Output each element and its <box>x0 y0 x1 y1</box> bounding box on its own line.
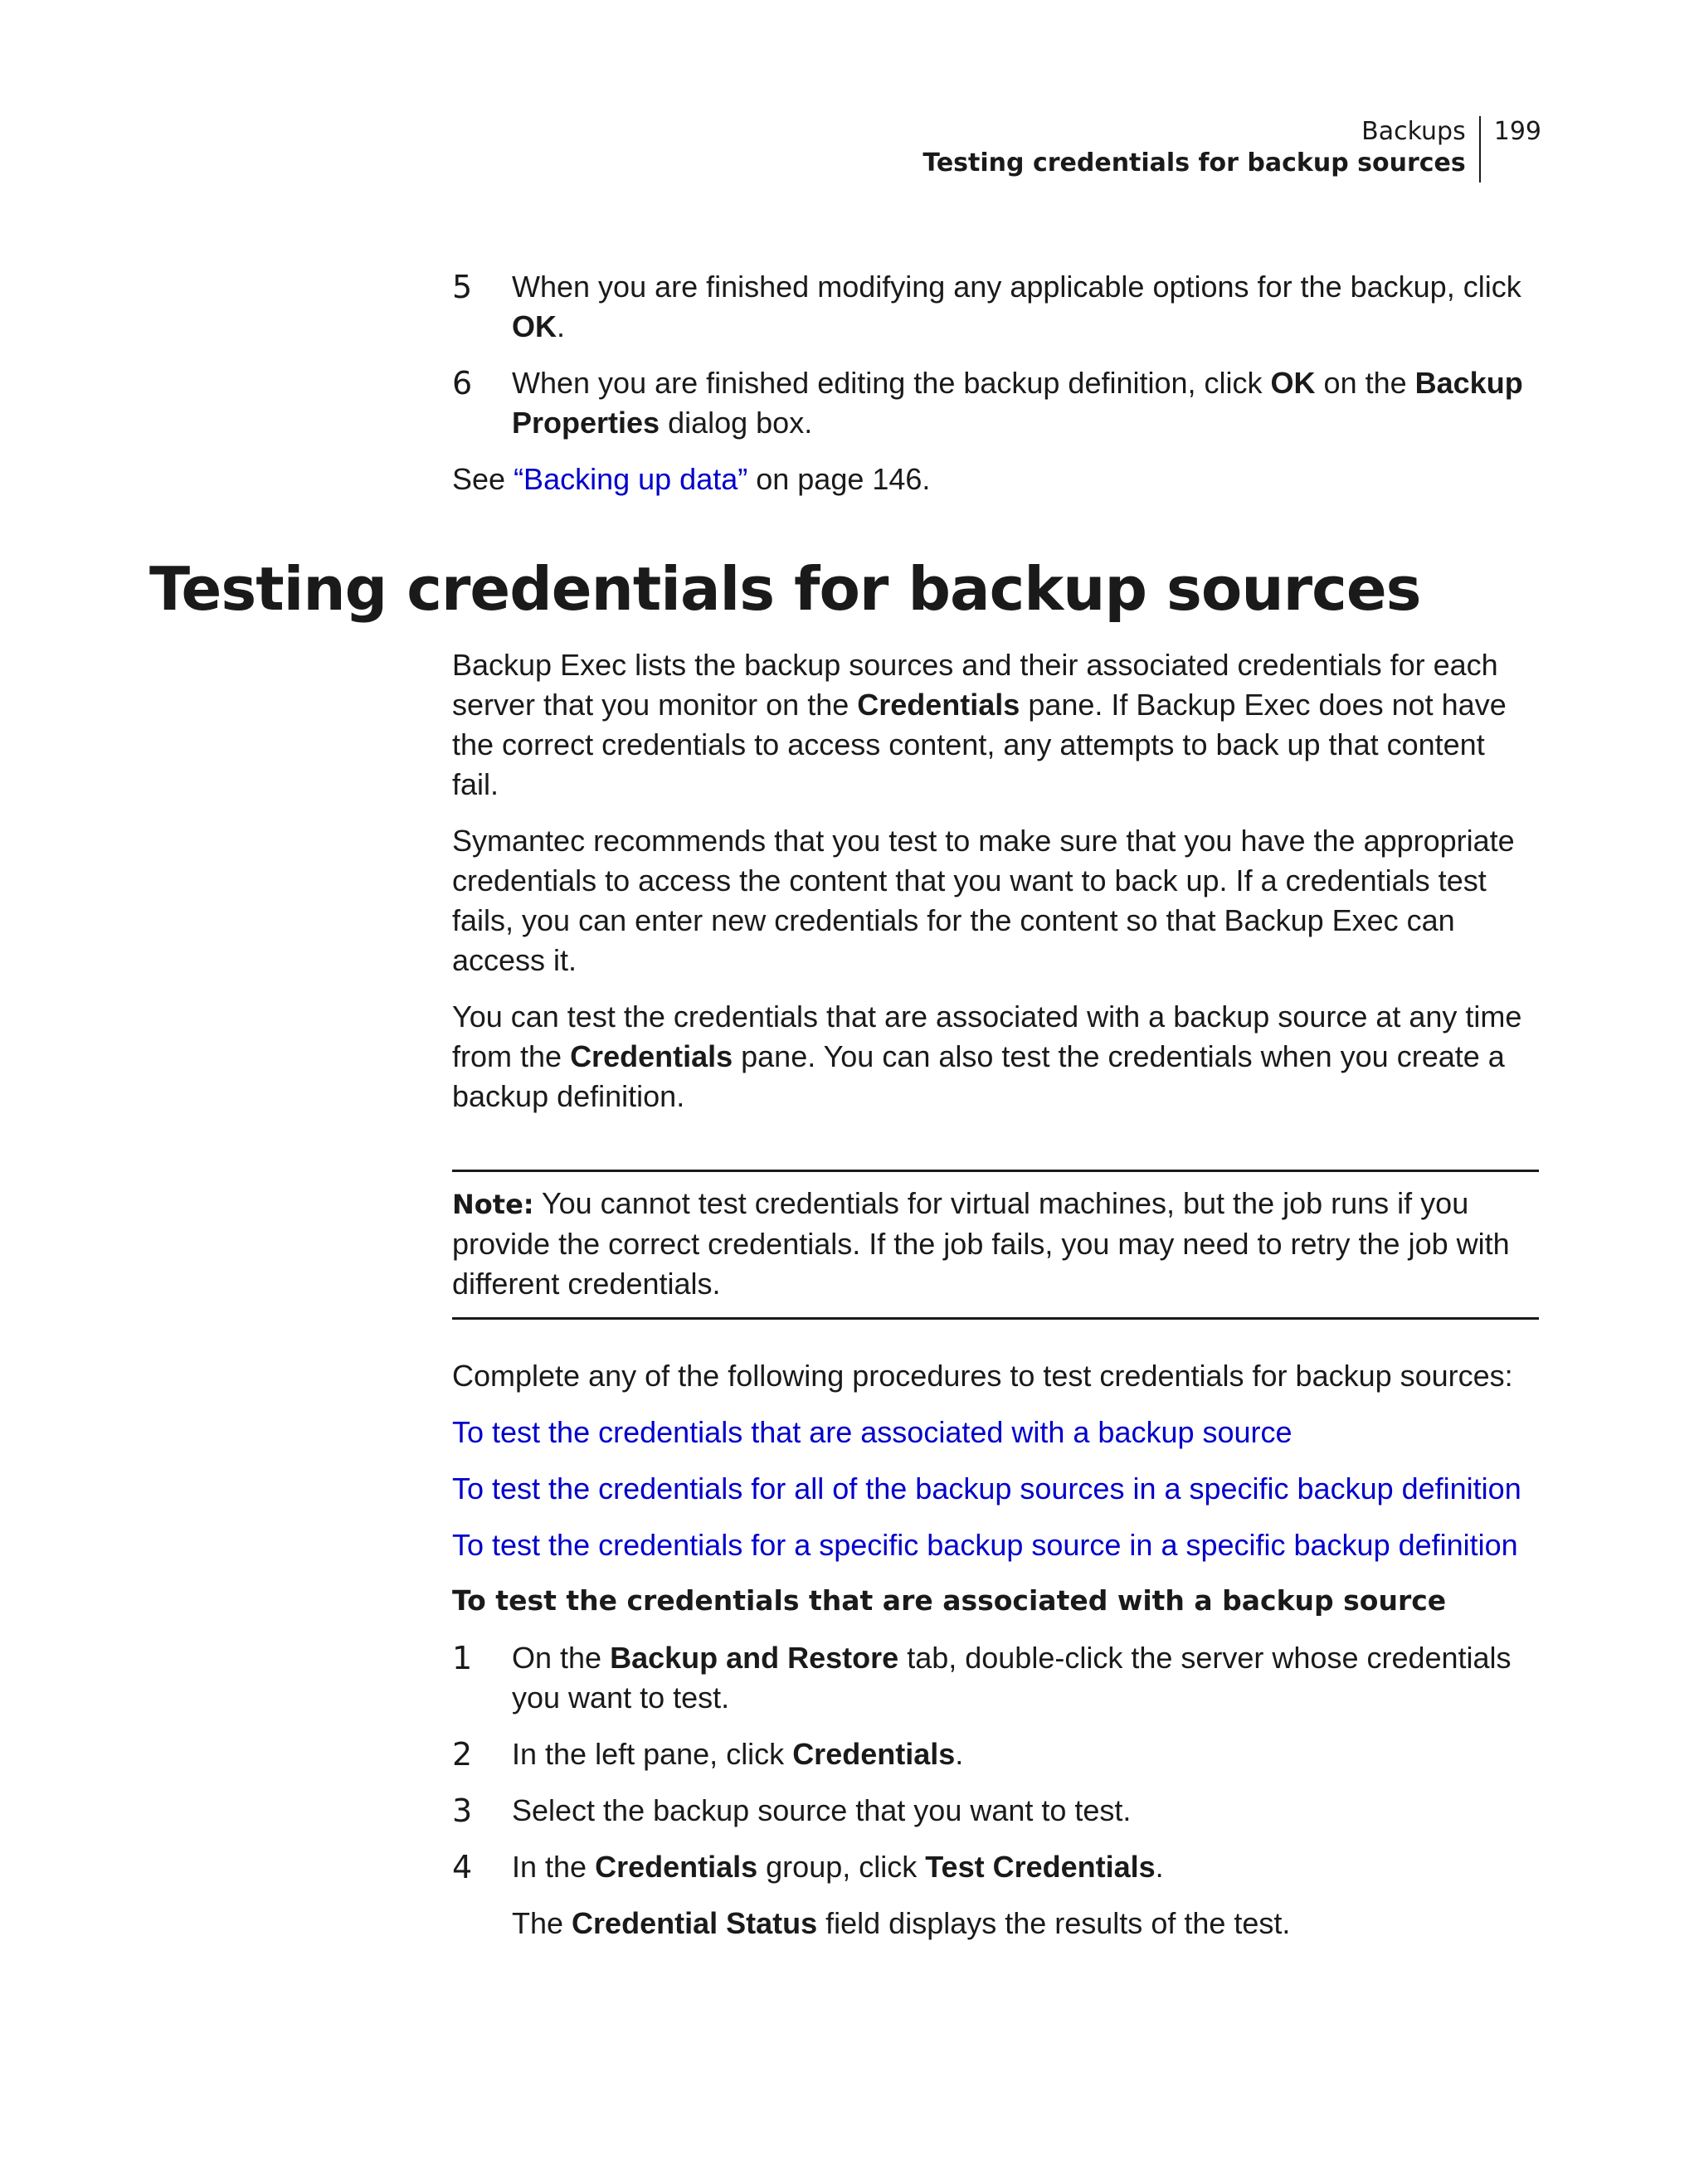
bold-run: Credentials <box>792 1737 956 1771</box>
header-chapter: Testing credentials for backup sources <box>923 148 1466 178</box>
step-number: 4 <box>452 1849 473 1885</box>
bold-run: Credentials <box>595 1850 758 1884</box>
header-section: Backups <box>1361 117 1466 146</box>
section-title: Testing credentials for backup sources <box>149 554 1421 624</box>
paragraph-3 <box>452 997 1539 1116</box>
proc-step-3 <box>452 1791 1539 1831</box>
text-run: Backup Exec lists the backup sources and their associated credentials for each server that you monitor on the <box>452 648 1498 722</box>
step-number: 5 <box>452 269 473 305</box>
step-number: 3 <box>452 1792 473 1829</box>
text-run: Select the backup source that you want to test. <box>512 1793 1132 1827</box>
note-box <box>452 1170 1539 1320</box>
step-indent <box>452 1904 512 1943</box>
note-text: You cannot test credentials for virtual machines, but the job runs if you provide the correct credentials. If the job fails, you may need to retry the job with different credentials. <box>452 1186 1510 1301</box>
text-run: In the <box>512 1850 596 1884</box>
proc-step-2 <box>452 1734 1539 1774</box>
running-header <box>923 116 1541 182</box>
bold-run: Credentials <box>857 688 1020 722</box>
procedures-intro: Complete any of the following procedures to test credentials for backup sources: <box>452 1359 1513 1393</box>
step-6 <box>452 363 1539 443</box>
procedure-link-3[interactable]: To test the credentials for a specific backup source in a specific backup definition <box>452 1528 1518 1562</box>
text-run: In the left pane, click <box>512 1737 793 1771</box>
text-run: tab, double-click the server whose credentials you want to test. <box>512 1641 1512 1715</box>
procedure-link-2[interactable]: To test the credentials for all of the backup sources in a specific backup definition <box>452 1471 1521 1505</box>
text-run: pane. You can also test the credentials when you create a backup definition. <box>452 1039 1505 1113</box>
step-text <box>512 1638 1539 1718</box>
bold-run: Credentials <box>570 1039 733 1073</box>
text-run: pane. If Backup Exec does not have the correct credentials to access content, any attempts to back up that content fail. <box>452 688 1507 801</box>
bold-run: Backup Properties <box>512 366 1523 440</box>
step-number: 2 <box>452 1736 473 1773</box>
bold-run: OK <box>1270 366 1316 400</box>
bold-run: Test Credentials <box>925 1850 1156 1884</box>
main-body <box>452 645 1539 1943</box>
note-label: Note: <box>452 1189 534 1220</box>
text-run: See <box>452 462 514 496</box>
procedure-link-1[interactable]: To test the credentials that are associated with a backup source <box>452 1415 1293 1449</box>
text-run: You can test the credentials that are associated with a backup source at any time from the <box>452 1000 1522 1073</box>
text-run: field displays the results of the test. <box>817 1906 1291 1940</box>
step-5 <box>452 267 1539 347</box>
proc-step-4 <box>452 1847 1539 1887</box>
backing-up-data-link[interactable]: “Backing up data” <box>514 462 748 496</box>
bold-run: Backup and Restore <box>610 1641 899 1675</box>
step-text <box>512 1847 1539 1887</box>
result-text <box>512 1904 1539 1943</box>
step-number: 1 <box>452 1640 473 1676</box>
step-result <box>452 1904 1539 1943</box>
header-text <box>923 116 1480 182</box>
procedure-title: To test the credentials that are associated with a backup source <box>452 1584 1447 1617</box>
text-run: . <box>557 309 566 343</box>
paragraph-2: Symantec recommends that you test to make sure that you have the appropriate credentials to access the content that you want to back up. If a credentials test fails, you can enter new credentials for the content so that Backup Exec can access it. <box>452 824 1515 977</box>
step-number: 6 <box>452 365 473 401</box>
bold-run: Credential Status <box>572 1906 818 1940</box>
text-run: group, click <box>757 1850 926 1884</box>
text-run: When you are finished editing the backup definition, click <box>512 366 1271 400</box>
text-run: On the <box>512 1641 611 1675</box>
text-run: When you are finished modifying any applicable options for the backup, click <box>512 270 1521 304</box>
top-steps <box>452 267 1539 499</box>
see-also <box>452 460 1539 499</box>
text-run: . <box>1155 1850 1164 1884</box>
text-run: The <box>512 1906 572 1940</box>
step-text <box>512 1791 1539 1831</box>
text-run: on the <box>1315 366 1415 400</box>
step-text <box>512 1734 1539 1774</box>
text-run: on page 146. <box>747 462 931 496</box>
bold-run: OK <box>512 309 557 343</box>
paragraph-1 <box>452 645 1539 805</box>
proc-step-1 <box>452 1638 1539 1718</box>
text-run: dialog box. <box>660 406 813 440</box>
step-text <box>512 363 1539 443</box>
text-run: . <box>955 1737 964 1771</box>
page-number: 199 <box>1493 117 1541 146</box>
step-text <box>512 267 1539 347</box>
